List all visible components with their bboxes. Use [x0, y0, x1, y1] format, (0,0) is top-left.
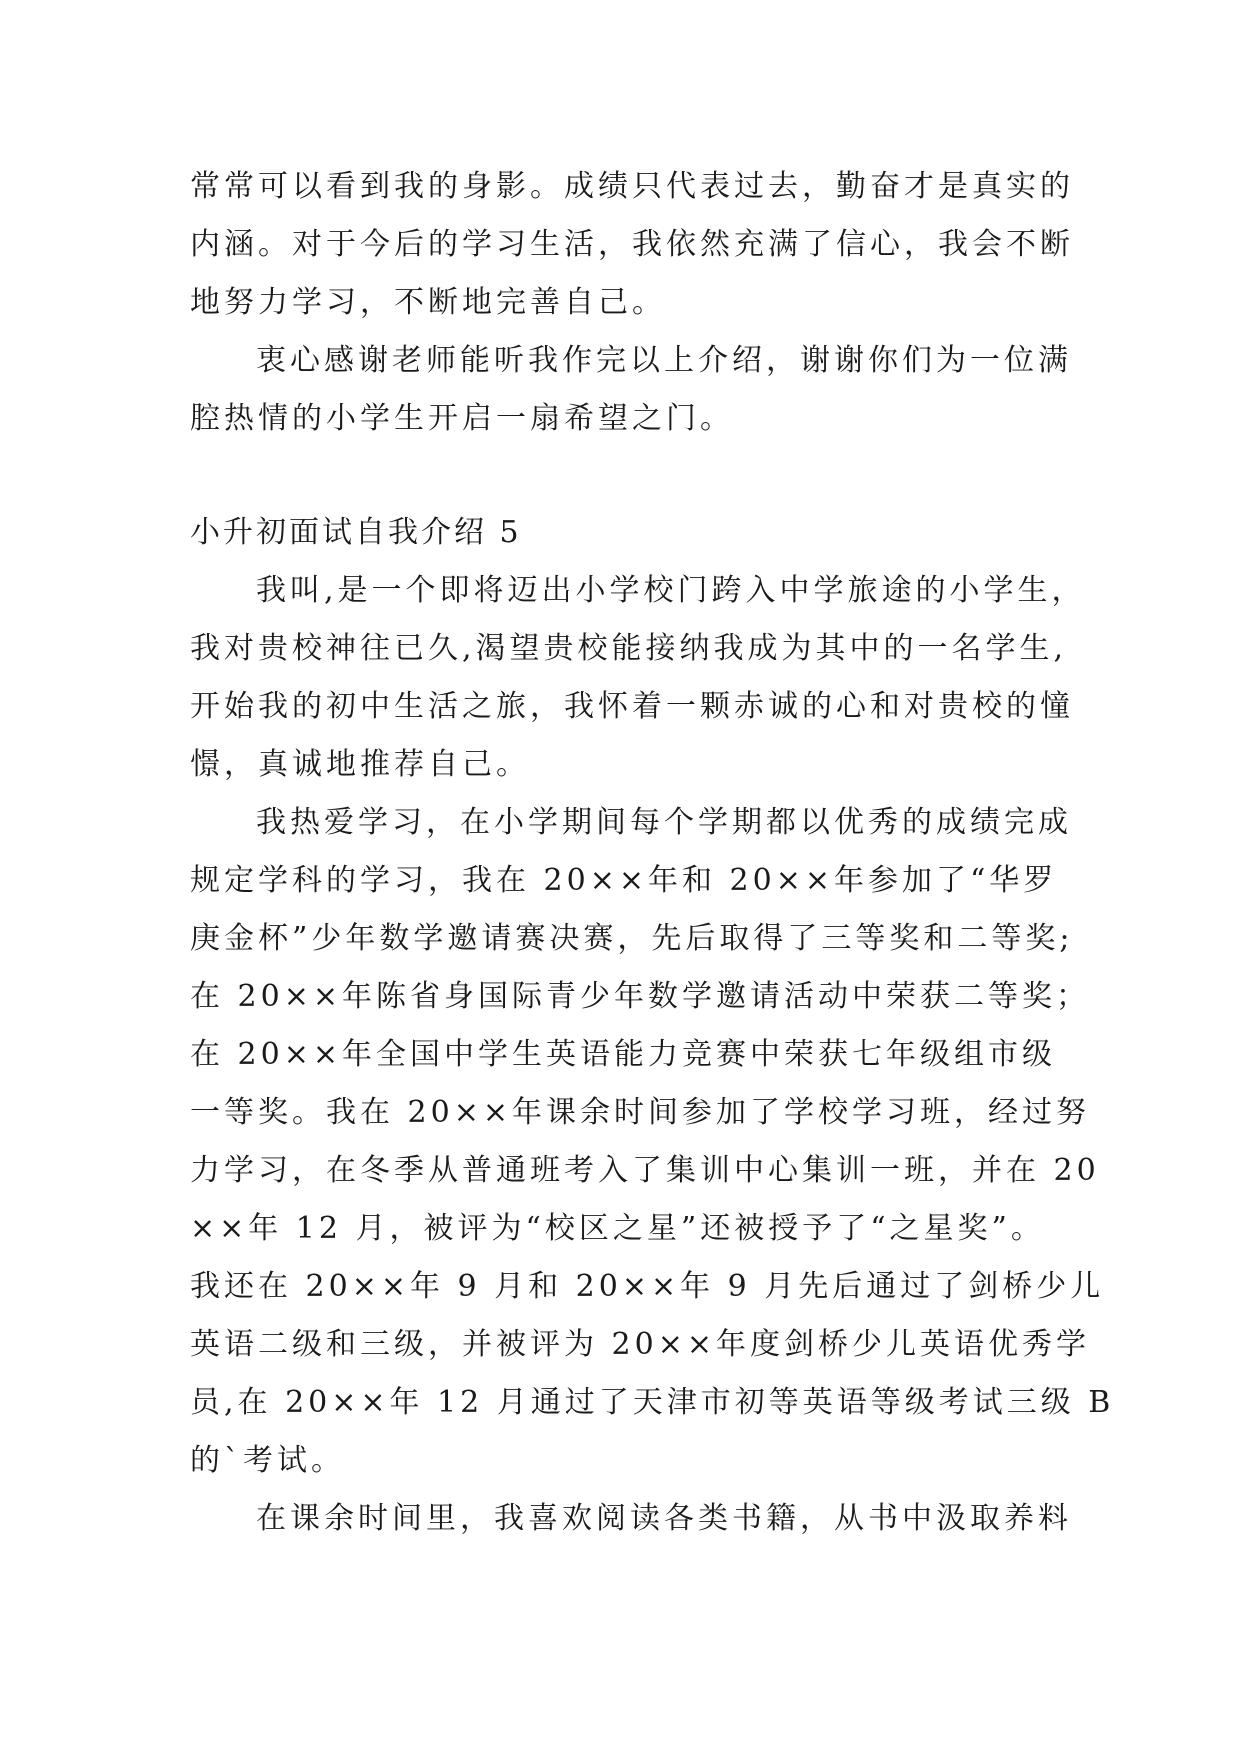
- text-line: 一等奖。我在 20××年课余时间参加了学校学习班，经过努: [190, 1095, 1090, 1130]
- text-line: 力学习，在冬季从普通班考入了集训中心集训一班，并在 20: [190, 1153, 1100, 1188]
- text-line: 在 20××年陈省身国际青少年数学邀请活动中荣获二等奖；: [190, 979, 1090, 1014]
- paragraph-reading: [190, 1490, 1072, 1548]
- text-line: 我热爱学习，在小学期间每个学期都以优秀的成绩完成: [256, 805, 1072, 840]
- text-line: 员,在 20××年 12 月通过了天津市初等英语等级考试三级 B: [190, 1385, 1115, 1420]
- text-line: 庚金杯”少年数学邀请赛决赛，先后取得了三等奖和二等奖;: [190, 921, 1074, 956]
- paragraph-thanks: [190, 332, 1072, 448]
- text-line: 在 20××年全国中学生英语能力竞赛中荣获七年级组市级: [190, 1037, 1056, 1072]
- text-line: 腔热情的小学生开启一扇希望之门。: [190, 401, 734, 436]
- paragraph-introduction: [190, 562, 1086, 794]
- text-line: 衷心感谢老师能听我作完以上介绍，谢谢你们为一位满: [256, 343, 1072, 378]
- paragraph-achievements: [190, 794, 1115, 1490]
- text-line: 在课余时间里，我喜欢阅读各类书籍，从书中汲取养料: [256, 1501, 1072, 1536]
- text-line: 规定学科的学习，我在 20××年和 20××年参加了“华罗: [190, 863, 1058, 898]
- text-line: 常常可以看到我的身影。成绩只代表过去，勤奋才是真实的: [190, 169, 1074, 204]
- text-line: 的`考试。: [190, 1443, 345, 1478]
- text-line: 英语二级和三级，并被评为 20××年度剑桥少儿英语优秀学: [190, 1327, 1090, 1362]
- paragraph-continued: [190, 158, 1074, 332]
- text-line: 我还在 20××年 9 月和 20××年 9 月先后通过了剑桥少儿: [190, 1269, 1105, 1304]
- text-line: ××年 12 月，被评为“校区之星”还被授予了“之星奖”。: [190, 1211, 1045, 1246]
- text-line: 开始我的初中生活之旅，我怀着一颗赤诚的心和对贵校的憧: [190, 689, 1074, 724]
- text-line: 我对贵校神往已久,渴望贵校能接纳我成为其中的一名学生,: [190, 631, 1068, 666]
- text-line: 我叫,是一个即将迈出小学校门跨入中学旅途的小学生，: [256, 573, 1086, 608]
- document-body: [190, 158, 1115, 1548]
- text-line: 地努力学习，不断地完善自己。: [190, 285, 666, 320]
- section-title: 小升初面试自我介绍 5: [190, 515, 522, 550]
- text-line: 憬，真诚地推荐自己。: [190, 747, 530, 782]
- text-line: 内涵。对于今后的学习生活，我依然充满了信心，我会不断: [190, 227, 1074, 262]
